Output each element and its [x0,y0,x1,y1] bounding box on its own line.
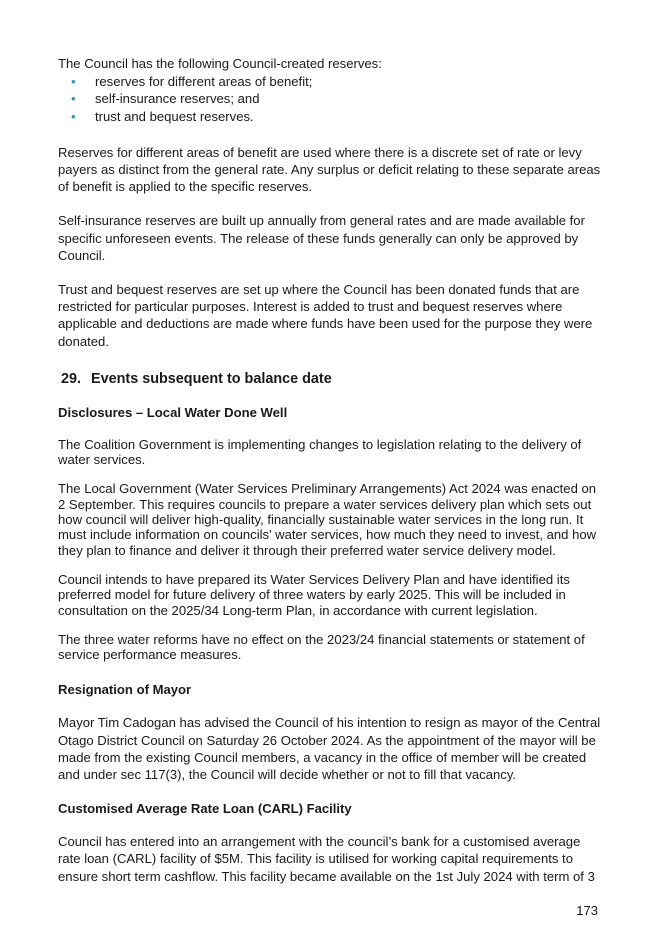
list-item: • self-insurance reserves; and [71,91,260,107]
reserves-self-insurance-paragraph: Self-insurance reserves are built up annually from general rates and are made available for specific unforeseen events. The release of these funds generally can only be approved by Council. [58,213,585,263]
carl-paragraph: Council has entered into an arrangement with the council’s bank for a customised average rate loan (CARL) facility of $5M. This facility is utilised for working capital requirements to ensure short term cashflow. This facility became available on the 1st July 2024 with term of 3 [58,834,595,884]
document-page [58,55,603,885]
bullet-icon: • [71,91,76,107]
water-paragraph: Council intends to have prepared its Water Services Delivery Plan and have identified its preferred model for future delivery of three waters by early 2025. This will be included in consultation on the 2025/34 Long-term Plan, in accordance with current legislation. [58,571,570,618]
section-heading [61,370,603,388]
mayor-heading: Resignation of Mayor [58,682,192,698]
page-number: 173 [576,903,598,918]
bullet-icon: • [71,74,76,90]
water-heading: Disclosures – Local Water Done Well [58,404,288,420]
reserves-trust-paragraph: Trust and bequest reserves are set up where the Council has been donated funds that are restricted for particular purposes. Interest is added to trust and bequest reserves where applicable and deductions are made where funds have been used for the purpose they were donated. [58,282,593,349]
carl-heading: Customised Average Rate Loan (CARL) Facility [58,801,352,817]
reserves-list [58,73,603,125]
water-paragraph: The Local Government (Water Services Preliminary Arrangements) Act 2024 was enacted on 2 September. This requires councils to prepare a water services delivery plan which sets out how council will deliver high-quality, financially sustainable water services in the long run. It must include information on councils’ water services, how much they need to invest, and how they plan to finance and deliver it through their preferred water service delivery model. [58,481,597,558]
list-item: • reserves for different areas of benefit; [71,74,313,90]
section-number: 29. [61,370,82,387]
bullet-icon: • [71,108,76,124]
water-paragraph: The three water reforms have no effect on the 2023/24 financial statements or statement of service performance measures. [58,631,585,663]
reserves-areas-paragraph: Reserves for different areas of benefit are used where there is a discrete set of rate or levy payers as distinct from the general rate. Any surplus or deficit relating to these separate areas of benefit is applied to the specific reserves. [58,144,601,195]
list-item: • trust and bequest reserves. [71,108,254,124]
reserves-intro: The Council has the following Council-created reserves: [58,56,382,71]
section-title: Events subsequent to balance date [91,370,332,387]
mayor-paragraph: Mayor Tim Cadogan has advised the Council of his intention to resign as mayor of the Central Otago District Council on Saturday 26 October 2024. As the appointment of the mayor will be made from the existing Council members, a vacancy in the office of member will be created and under sec 117(3), the Council will decide whether or not to fill that vacancy. [58,715,601,783]
water-paragraph: The Coalition Government is implementing changes to legislation relating to the delivery of water services. [58,436,582,468]
